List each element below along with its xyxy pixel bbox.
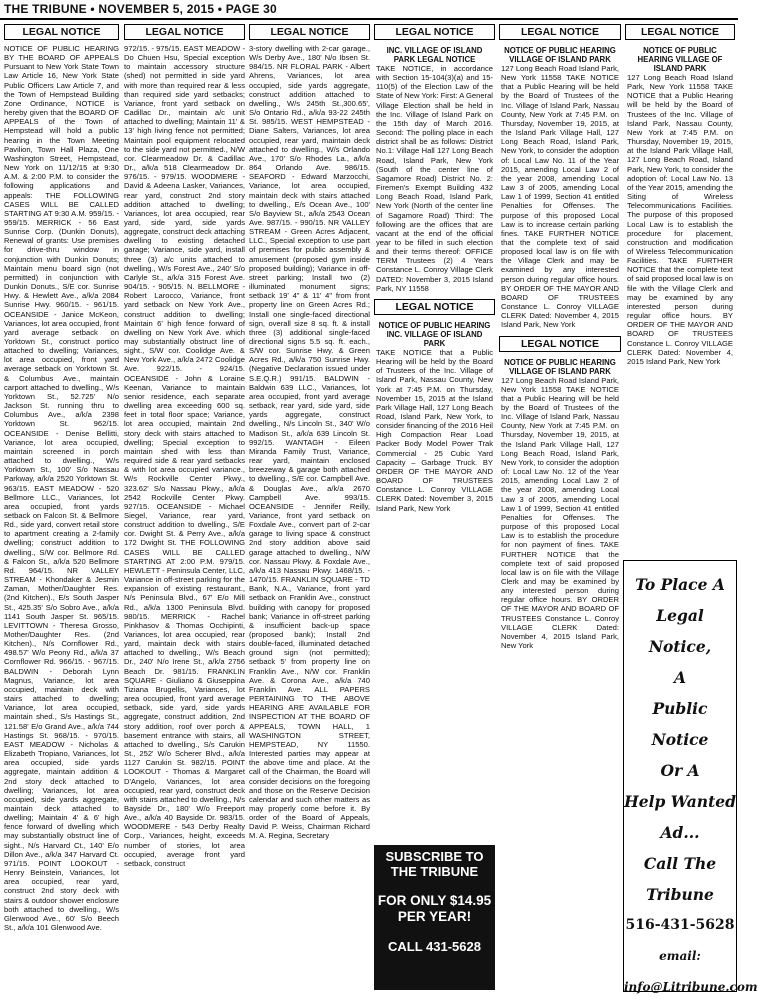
column-heading: LEGAL NOTICE bbox=[499, 336, 621, 352]
notice-body: TAKE NOTICE that a Public Hearing will be held by the Board of Trustees of the Inc. Village of Island Park, Nassau County, New York at 7:45 P.M. on Thursday, November 15, 2015 at the Island Park Village Hall, 127 Long Beach Road, Island Park, New York, to consider financing of the 2016 Heil High Compaction Rear Load Packer Body Model Power Trak Commercial - 25 Cubic Yard Capacity – Garbage Truck. BY ORDER OF THE MAYOR AND BOARD OF TRUSTEES Constance L. Conroy VILLAGE CLERK Dated: November 3, 2015 Island Park, New York bbox=[376, 347, 493, 513]
notice-body: 127 Long Beach Road Island Park, New York 11558 TAKE NOTICE that a Public Hearing will be held by the Board of Trustees of the Inc. Village of Island Park, Nassau County, New York at 7:45 P.M. on Thursday, November 19, 2015, at the Island Park Village Hall, 127 Long Beach Road, Island Park, New York, to consider the adoption of: Local Law No. 11 of the Year 2015, amending Local Law 2 of the year 2008, amending Local Law 3 of 2005, amending Local Law 1 of 1999, Section 41 entitled Penalties for Offenses. The purpose of this proposed Local Law is to increase certain parking fines. TAKE FURTHER NOTICE that the complete text of said proposed local law is on file with the Village Clerk and may be examined by any interested person during regular office hours. BY ORDER OF THE MAYOR AND BOARD OF TRUSTEES Constance L. Conroy VILLAGE CLERK Dated: November 4, 2015 Island Park, New York bbox=[501, 64, 619, 330]
notice-heading: NOTICE OF PUBLIC HEARING VILLAGE OF ISLAND PARK bbox=[637, 46, 723, 73]
ad-line: Tribune bbox=[646, 885, 714, 904]
board-of-appeals-notice-part-2: 972/15. - 975/15. EAST MEADOW - Do Chuen Hsu, Special exception to maintain accessory structure (shed) not permitted in side yard with more than required rear & less than required side yard setbacks; Variance, front yard setback on Cadillac Dr., maintain a/c unit attached to dwelling; Maintain 11' & 13' high living fence not permitted; Maintain pool equipment relocated to the side yard not permitted., N/W cor. Clearmeadow Dr. & Cadillac Dr., a/k/a 518 Clearmeadow Dr. 976/15. - 979/15. WOODMERE - David & Adeena Lasker, Variances, rear yard, construct 2nd story addition attached to dwelling; Variances, lot area occupied, rear yard, side yard, side yards aggregate, construct deck attaching dwelling to existing detached garage; Variance, side yard, install three (3) a/c units attached to dwelling., W/s Forest Ave., 240' S/o Carlyle St., a/k/a 315 Forest Ave. 904/15. - 905/15. N. BELLMORE - Robert Larocco, Variance, front yard setback on New York Ave., construct addition to dwelling; Maintain 6' high fence forward of dwelling on New York Ave. which may substantially obstruct line of sight., S/W cor. Coolidge Ave. & New York Ave., a/k/a 2472 Coolidge Ave. 922/15. - 924/15. OCEANSIDE - John & Loraine Keenan, Variance to maintain senior residence, each separate dwelling area exceeding 600 sq. feet in total floor space; Variance, lot area occupied, maintain 2nd story deck with stairs attached to dwelling; Special exception to maintain shed with less than required side & rear yard setbacks & with lot area occupied variance., W/s Rockville Center Pkwy., 323.62' S/o Nassau Pkwy., a/k/a 2542 Rockville Center Pkwy. 927/15. OCEANSIDE - Michael Siegel, Variance, rear yard, construct addition to dwelling., S/E cor. Dwight St. & Perry Ave., a/k/a 172 Dwight St. THE FOLLOWING CASES WILL BE CALLED STARTING AT 2:00 P.M. 979/15. HEWLETT - Peninsula Center, LLC, Variance in off-street parking for the expansion of existing restaurant., N/s Peninsula Blvd., 67' E/o Mill Rd., a/k/a 1300 Peninsula Blvd. 980/15. MERRICK - Rachel Pinkhasov & Thomas Occhipinti, Variances, lot area occupied, rear yard, maintain deck with stairs attached to dwelling., W/s Beach Dr., 240' N/o Irene St., a/k/a 2756 Beach Dr. 981/15. FRANKLIN SQUARE - Giuliano & Giuseppina Tiziana Brugellis, Variances, lot area occupied, front yard average setback, side yard, side yards aggregate, construct addition, 2nd story addition, roof over porch & basement entrance with stairs, all attached to dwelling., S/s Carukin St., 252' W/o Scherer Blvd., a/k/a 1127 Carukin St. 982/15. POINT LOOKOUT - Thomas & Margaret D'Angelo, Variances, lot area occupied, rear yard, construct deck with stairs attached to dwelling., N/s Bayside Dr., 180' W/o Freeport Ave., a/k/a 40 Bayside Dr. 983/15. WOODMERE - 543 Derby Realty Corp., Variances, height, exceeds number of stories, lot area occupied, average front yard setback, construct bbox=[124, 44, 245, 868]
subscribe-promo bbox=[374, 845, 495, 990]
ad-line: Ad... bbox=[660, 823, 700, 842]
ad-line: To Place A bbox=[635, 575, 725, 594]
ad-line: Legal Notice, bbox=[648, 606, 712, 656]
column-1 bbox=[4, 24, 119, 990]
garbage-truck-hearing-notice bbox=[374, 319, 495, 515]
ad-line: A bbox=[673, 668, 687, 687]
column-heading: LEGAL NOTICE bbox=[374, 24, 495, 40]
ad-line: Public Notice bbox=[651, 699, 709, 749]
election-notice bbox=[374, 44, 495, 295]
notice-body: 127 Long Beach Road Island Park, New York 11558 TAKE NOTICE that a Public Hearing will be held by the Board of Trustees of the Inc. Village of Island Park, Nassau County, New York at 7:45 P.M. on Thursday, November 19, 2015, at the Island Park Village Hall, 127 Long Beach Road, Island Park, New York, to consider the adoption of: Local Law No. 13 of the Year 2015, amending the Siting of Wireless Telecommunications Facilities. The purpose of this proposed Local Law is to establish the procedure for placement, construction and modification of Wireless Telecommunication Facilities. TAKE FURTHER NOTICE that the complete text of said proposed local law is on file with the Village Clerk and may be examined by any interested person during regular office hours. BY ORDER OF THE MAYOR AND BOARD OF TRUSTEES Constance L. Conroy VILLAGE CLERK Dated: November 4, 2015 Island Park, New York bbox=[627, 73, 733, 366]
local-law-12-notice bbox=[499, 356, 621, 653]
column-2 bbox=[124, 24, 245, 990]
column-6 bbox=[625, 24, 735, 554]
column-heading: LEGAL NOTICE bbox=[249, 24, 370, 40]
promo-subscribe: SUBSCRIBE TO THE TRIBUNE bbox=[385, 849, 484, 879]
notice-heading: NOTICE OF PUBLIC HEARING VILLAGE OF ISLAND PARK bbox=[504, 357, 616, 376]
ad-email-label: email: bbox=[659, 949, 701, 963]
ad-line: Call The bbox=[643, 854, 717, 873]
masthead-title: THE TRIBUNE • NOVEMBER 5, 2015 • PAGE 30 bbox=[4, 2, 277, 16]
promo-call: CALL 431-5628 bbox=[388, 939, 481, 954]
local-law-11-notice bbox=[499, 44, 621, 332]
column-heading: LEGAL NOTICE bbox=[124, 24, 245, 40]
board-of-appeals-notice-part-3: 3-story dwelling with 2-car garage., W/s Derby Ave., 180' N/o Ibsen St. 984/15. NR FLORAL PARK - Albert Ahrens, Variances, lot area occupied, side yards aggregate, construct addition attached to dwelling., W/s 245th St.,300.65', S/o Ontario Rd., a/k/a 93-22 245th St. 985/15. WEST HEMPSTEAD - Diane Salters, Variances, lot area occupied, rear yard, maintain deck attached to dwelling., W/s Orlando Ave., 170' S/o Rhodes La., a/k/a 864 Orlando Ave. 986/15. SEAFORD - Edward Marzocchi, Variance, lot area occupied, maintain deck with stairs attached to dwelling., E/s Ocean Ave., 100' S/o Bayview St., a/k/a 2543 Ocean Ave. 987/15. - 990/15. NR VALLEY STREAM - Green Acres Adjacent, LLC., Special exception to use part of premises for public assembly & amusement (proposed gym inside proposed building); Variance in off-street parking; Install two (2) illuminated monument signs; setback 19' 4" & 11' 4" from front property line on Green Acres Rd.; Install one single-faced directional sign, overall size 8 sq. ft. & install three (3) additional single-faced directional signs 5.5 sq. ft. each., S/W cor. Sunrise Hwy. & Green Acres Rd., a/k/a 750 Sunrise Hwy. (Negative Declaration issued under S.E.Q.R.) 991/15. BALDWIN - Baldwin 639 LLC., Variances, lot area occupied, front yard average setback, rear yard, side yard, side yards aggregate, construct dwelling., N/s Lincoln St., 340' W/o Madison St., a/k/a 639 Lincoln St. 992/15. WANTAGH - Eileen Miranda Family Trust, Variance, rear yard, maintain enclosed breezeway & garage both attached to dwelling., S/E cor. Campbell Ave. & Douglas Ave., a/k/a 2670 Campbell Ave. 993/15. OCEANSIDE - Jennifer Reilly, Variance, front yard setback on Foxdale Ave., convert part of 2-car garage to living space & construct 2nd story addition above said garage attached to dwelling., N/W cor. Nassau Pkwy. & Foxdale Ave., a/k/a 413 Nassau Pkwy. 1468/15. - 1470/15. FRANKLIN SQUARE - TD Bank, N.A., Variance, front yard setback on Franklin Ave., construct building with canopy for proposed bank; Variance in off-street parking & insufficient back-up space (proposed bank); Install 2nd double-faced, illuminated detached ground sign (not permitted); setback 5' from property line on Franklin Ave., N/W cor. Franklin Ave. & Corona Ave., a/k/a 740 Franklin Ave. ALL PAPERS PERTAINING TO THE ABOVE HEARING ARE AVAILABLE FOR INSPECTION AT THE BOARD OF APPEALS, TOWN HALL, 1 WASHINGTON STREET, HEMPSTEAD, NY 11550. Interested parties may appear at the above time and place. At the call of the Chairman, the Board will consider decisions on the foregoing and those on the Reserve Decision calendar and such other matters as may properly come before it. By order of the Board of Appeals, David P. Weiss, Chairman Richard M. A. Regina, Secretary bbox=[249, 44, 370, 841]
ad-phone: 516-431-5628 bbox=[625, 917, 735, 933]
place-notice-ad bbox=[623, 560, 758, 994]
board-of-appeals-notice-part-1: NOTICE OF PUBLIC HEARING BY THE BOARD OF APPEALS Pursuant to New York State Town Law Article 16, New York State Public Officers Law Article 7, and the Town of Hempstead Building Zone Ordinance, NOTICE is hereby given that the BOARD OF APPEALS of the Town of Hempstead will hold a public hearing in the Town Meeting Pavilion, Town Hall Plaza, One Washington Street, Hempstead, New York on 11/12/15 at 9:30 A.M. & 2:00 P.M. to consider the following applications and appeals: THE FOLLOWING CASES WILL BE CALLED STARTING AT 9:30 A.M. 959/15. - 959/15. MERRICK - 56 East Sunrise Corp. (Dunkin Donuts), Renewal of grants: Use premises for drive-thru window in conjunction with Dunkin Donuts; Maintain menu board sign (not permitted) in conjunction with Dunkin Donuts., S/E cor. Sunrise Hwy. & Hewlett Ave., a/k/a 2084 Sunrise Hwy. 960/15. - 961/15. OCEANSIDE - Janice McKeon, Variances, lot area occupied, front yard average setback on Yorktown St., construct portico attached to dwelling; Variances, lot area occupied, front yard average setback on Yorktown St. & Columbus Ave., maintain carport attached to dwelling., W/s Yorktown St., 52.725' N/o Jackson St. running thru to Columbus Ave., a/k/a 2398 Yorktown St. 962/15. OCEANSIDE - Denise Bellitti, Variance, lot area occupied, maintain screened in porch attached to dwelling., W/s Yorktown St., 100' S/o Nassau Parkway, a/k/a 2520 Yorktown St. 963/15. EAST MEADOW - 520 Bellmore LLC., Variances, lot area occupied, front yards setback on Falcon St. & Bellmore Rd., side yard, convert retail store to apartment creating a 2-family dwelling; construct addition to dwelling., S/W cor. Bellmore Rd. & Falcon St., a/k/a 520 Bellmore Rd. 964/15. NR VALLEY STREAM - Khondaker & Jesmin Zaman, Mother/Daughter Res. (2nd Kitchen)., E/s South Jasper St., 425.35' S/o Sobro Ave., a/k/a 1141 South Jasper St. 965/15. LEVITTOWN - Theresa Grosso, Mother/Daughter Res. (2nd Kitchen)., N/s Cornflower Rd., 498.57' W/o Peony Rd., a/k/a 37 Cornflower Rd. 966/15. - 967/15. BALDWIN - Deborah Lynn Magnus, Variance, lot area occupied, maintain deck with stairs attached to dwelling; Variance, lot area occupied, maintain shed., S/s Hastings St., 121.58' E/o Grand Ave., a/k/a 744 Hastings St. 968/15. - 970/15. EAST MEADOW - Nicholas & Elizabeth Tropiano, Variances, lot area occupied, side yards aggregate, maintain addition & 2nd story deck attached to dwelling; Variances, lot area occupied, side yards aggregate, maintain deck attached to dwelling; Maintain 4' & 6' high fence forward of dwelling which may substantially obstruct line of sight., N/s Harvard Ct., 140' E/o Dillon Ave., a/k/a 347 Harvard Ct. 971/15. POINT LOOKOUT - Henry Beinstein, Variances, lot area occupied, rear yard, construct 2nd story deck with stairs & outdoor shower enclosure both attached to dwelling., W/s Glenwood Ave., 60' S/o Beech St., a/k/a 101 Glenwood Ave. bbox=[4, 44, 119, 932]
column-heading: LEGAL NOTICE bbox=[625, 24, 735, 40]
notice-heading: INC. VILLAGE OF ISLAND PARK LEGAL NOTICE bbox=[386, 46, 483, 64]
notice-heading: NOTICE OF PUBLIC HEARING VILLAGE OF ISLAND PARK bbox=[504, 46, 616, 64]
column-heading: LEGAL NOTICE bbox=[374, 299, 495, 315]
local-law-13-notice bbox=[625, 44, 735, 368]
notice-body: TAKE NOTICE, in accordance with Section 15-104(3)(a) and 15-110(5) of the Election Law of the State of New York: First: A General Village Election shall be held in the Inc. Village of Island Park on the 15th day of March 2016. Second: The polling place in each district shall be as follows: District No.1: Village Hall 127 Long Beach Road, Island Park, New York (South of the center line of Sagamore Road) District No. 2: Firemen's Exempt Building 432 Long Beach Road, Island Park, New York (North of the center line of Sagamore Road) Third: The following are the offices that are vacant at the end of the official year to be filled in such election and their terms thereof: OFFICE TERM Trustees (2) 4 Years Constance L. Conroy Village Clerk DATED: November 3, 2015 Island Park, NY 11558 bbox=[376, 64, 493, 293]
notice-body: 127 Long Beach Road Island Park, New York 11558 TAKE NOTICE that a Public Hearing will be held by the Board of Trustees of the Inc. Village of Island Park, Nassau County, New York at 7:45 P.M. on Thursday, November 19, 2015, at the Island Park Village Hall, 127 Long Beach Road, Island Park, New York, to consider the adoption of: Local Law No. 12 of the Year 2015, amending Local Law 2 of the year 2008, amending Local Law 3 of 2005, amending Local Law 1 of 1999, Section 41 entitled Penalties for Offenses. The purpose of this proposed Local Law is to establish the procedure for non payment of fines. TAKE FURTHER NOTICE that the complete text of said proposed local law is on file with the Village Clerk and may be examined by any interested person during regular office hours. BY ORDER OF THE MAYOR AND BOARD OF TRUSTEES Constance L. Conroy VILLAGE CLERK Dated: November 4, 2015 Island Park, New York bbox=[501, 375, 619, 651]
column-heading: LEGAL NOTICE bbox=[499, 24, 621, 40]
masthead bbox=[0, 0, 738, 20]
column-3 bbox=[249, 24, 370, 990]
ad-line: Or A bbox=[660, 761, 700, 780]
column-4 bbox=[374, 24, 495, 842]
notice-heading: NOTICE OF PUBLIC HEARING INC. VILLAGE OF ISLAND PARK bbox=[378, 320, 491, 348]
ad-line: Help Wanted bbox=[624, 792, 736, 811]
promo-price: FOR ONLY $14.95 PER YEAR! bbox=[377, 893, 492, 924]
column-5 bbox=[499, 24, 621, 990]
column-heading: LEGAL NOTICE bbox=[4, 24, 119, 40]
ad-email: info@Litribune.com bbox=[624, 980, 758, 994]
